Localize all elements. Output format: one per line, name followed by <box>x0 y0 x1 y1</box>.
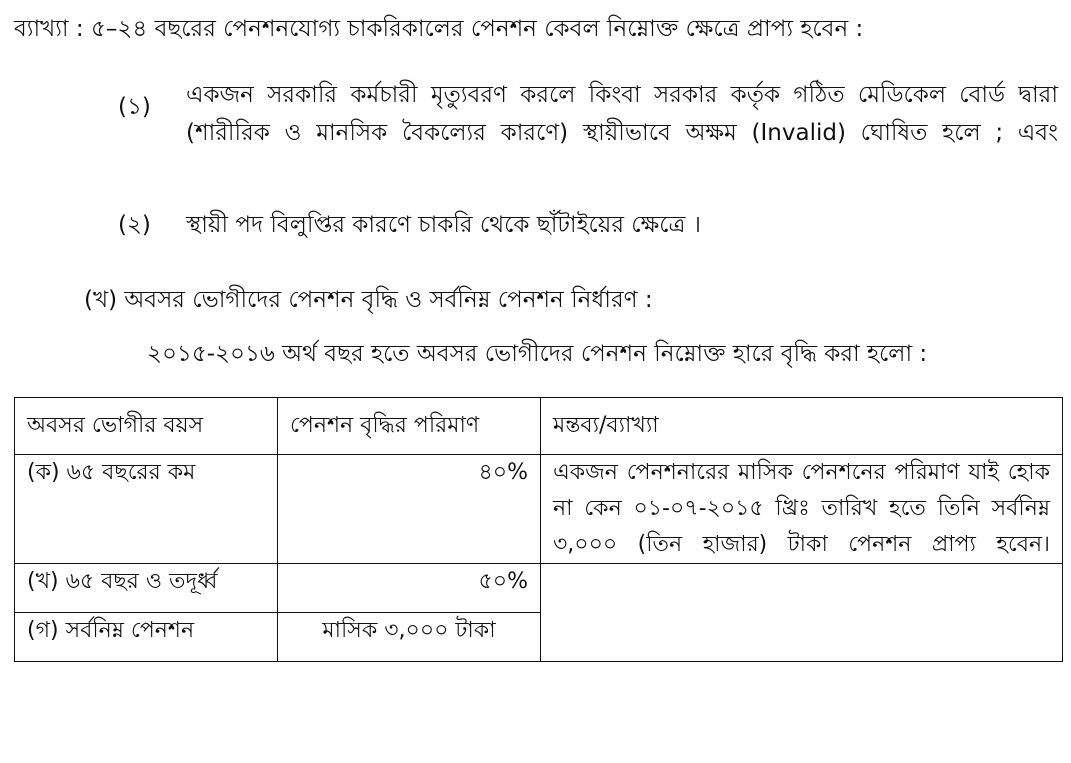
table-row <box>15 564 1063 613</box>
item-1-number: (১) <box>118 94 151 120</box>
row-3-age: (গ) সর্বনিম্ন পেনশন <box>15 613 278 662</box>
pension-table <box>14 397 1063 662</box>
table-header-row <box>15 398 1063 455</box>
explanation-text: ব্যাখ্যা : ৫–২৪ বছরের পেনশনযোগ্য চাকরিকালের পেনশন কেবল নিম্নোক্ত ক্ষেত্রে প্রাপ্য হবেন : <box>14 16 864 42</box>
row-3-amount: মাসিক ৩,০০০ টাকা <box>278 613 541 662</box>
header-note: মন্তব্য/ব্যাখ্যা <box>541 398 1063 455</box>
item-1-text: একজন সরকারি কর্মচারী মৃত্যুবরণ করলে কিংবা সরকার কর্তৃক গঠিত মেডিকেল বোর্ড দ্বারা (শারীরিক ও মানসিক বৈকল্যের কারণে) স্থায়ীভাবে অক্ষম (Invalid) ঘোষিত হলে ; এবং <box>186 82 1058 146</box>
item-2-text: স্থায়ী পদ বিলুপ্তির কারণে চাকরি থেকে ছাঁটাইয়ের ক্ষেত্রে । <box>186 212 701 238</box>
header-age: অবসর ভোগীর বয়স <box>15 398 278 455</box>
row-1-age: (ক) ৬৫ বছরের কম <box>15 455 278 564</box>
header-amount: পেনশন বৃদ্ধির পরিমাণ <box>278 398 541 455</box>
table-row <box>15 455 1063 564</box>
row-2-amount: ৫০% <box>278 564 541 613</box>
section-kha-intro: ২০১৫-২০১৬ অর্থ বছর হতে অবসর ভোগীদের পেনশন নিম্নোক্ত হারে বৃদ্ধি করা হলো : <box>147 341 928 367</box>
section-kha-heading: (খ) অবসর ভোগীদের পেনশন বৃদ্ধি ও সর্বনিম্ন পেনশন নির্ধারণ : <box>84 287 653 313</box>
row-2-note-empty <box>541 564 1063 662</box>
row-1-amount: ৪০% <box>278 455 541 564</box>
row-1-note: একজন পেনশনারের মাসিক পেনশনের পরিমাণ যাই হোক না কেন ০১-০৭-২০১৫ খ্রিঃ তারিখ হতে তিনি সর্বনিম্ন ৩,০০০ (তিন হাজার) টাকা পেনশন প্রাপ্য হবেন। <box>541 455 1063 564</box>
row-2-age: (খ) ৬৫ বছর ও তদূর্ধ্ব <box>15 564 278 613</box>
item-2-number: (২) <box>118 212 151 238</box>
